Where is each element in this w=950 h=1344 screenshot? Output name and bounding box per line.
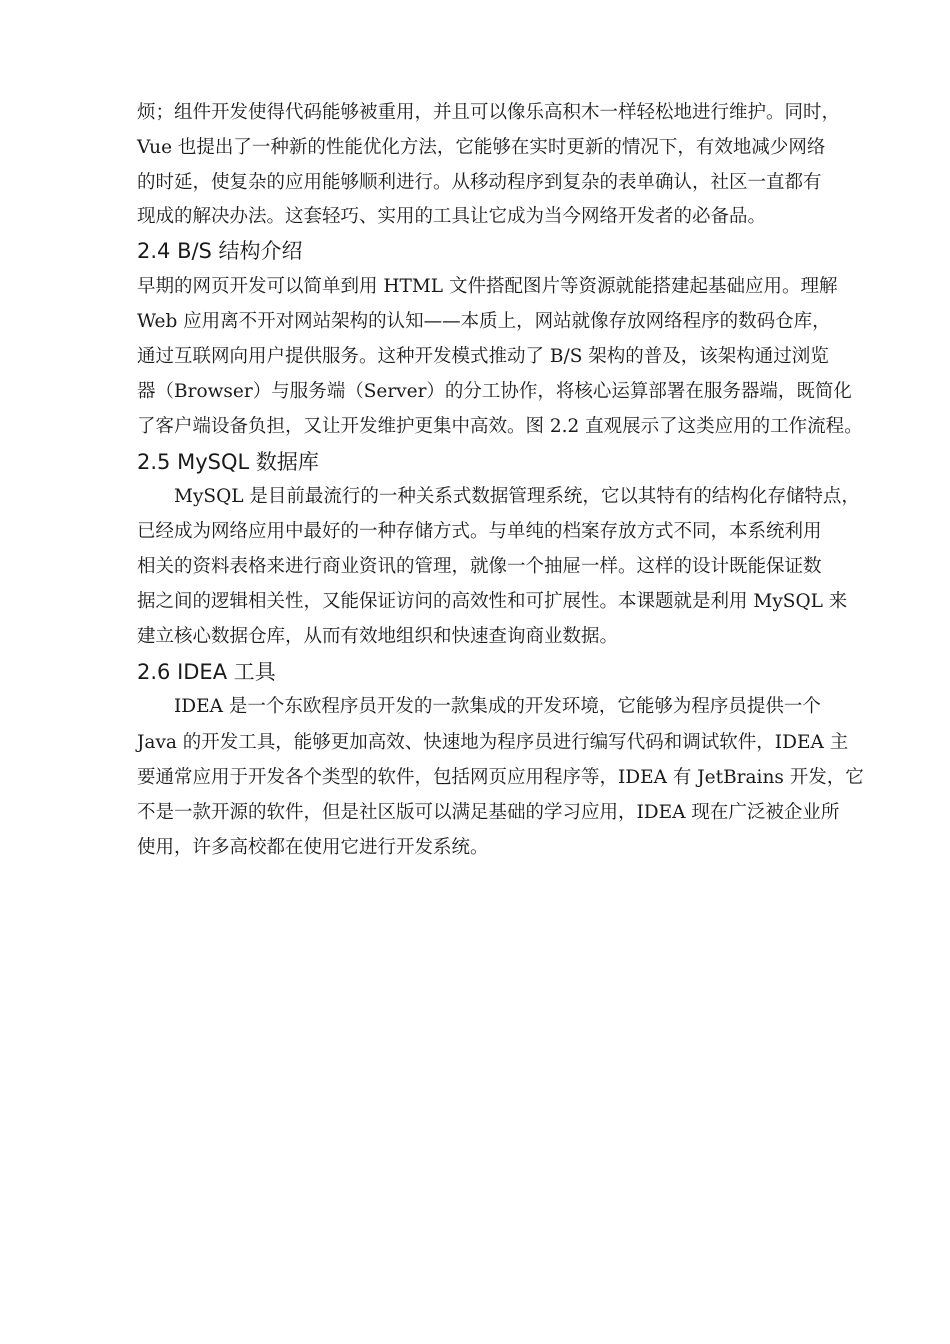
section-heading-2-6: 2.6 IDEA 工具 bbox=[137, 660, 276, 684]
paragraph-line: Vue 也提出了一种新的性能优化方法，它能够在实时更新的情况下，有效地减少网络 bbox=[137, 137, 826, 158]
paragraph-line: 据之间的逻辑相关性，又能保证访问的高效性和可扩展性。本课题就是利用 MySQL 来 bbox=[137, 591, 848, 612]
paragraph-line: 的时延，使复杂的应用能够顺利进行。从移动程序到复杂的表单确认，社区一直都有 bbox=[137, 172, 822, 193]
paragraph-line: 现成的解决办法。这套轻巧、实用的工具让它成为当今网络开发者的必备品。 bbox=[137, 206, 767, 227]
paragraph-line: 使用，许多高校都在使用它进行开发系统。 bbox=[137, 837, 489, 858]
paragraph-line: 相关的资料表格来进行商业资讯的管理，就像一个抽屉一样。这样的设计既能保证数 bbox=[137, 556, 822, 577]
paragraph-line: 器（Browser）与服务端（Server）的分工协作，将核心运算部署在服务器端，既简化 bbox=[137, 381, 852, 402]
paragraph-line: 通过互联网向用户提供服务。这种开发模式推动了 B/S 架构的普及，该架构通过浏览 bbox=[137, 346, 829, 367]
paragraph-line: 不是一款开源的软件，但是社区版可以满足基础的学习应用，IDEA 现在广泛被企业所 bbox=[137, 802, 840, 823]
section-heading-2-5: 2.5 MySQL 数据库 bbox=[137, 450, 319, 474]
paragraph-line: 已经成为网络应用中最好的一种存储方式。与单纯的档案存放方式不同，本系统利用 bbox=[137, 521, 822, 542]
paragraph-line: Java 的开发工具，能够更加高效、快速地为程序员进行编写代码和调试软件，IDEA 主 bbox=[137, 732, 849, 753]
paragraph-line: MySQL 是目前最流行的一种关系式数据管理系统，它以其特有的结构化存储特点， bbox=[174, 486, 860, 507]
paragraph-line: 要通常应用于开发各个类型的软件，包括网页应用程序等，IDEA 有 JetBrains 开发，它 bbox=[137, 767, 864, 788]
paragraph-line: 烦；组件开发使得代码能够被重用，并且可以像乐高积木一样轻松地进行维护。同时， bbox=[137, 102, 841, 123]
paragraph-line: 早期的网页开发可以简单到用 HTML 文件搭配图片等资源就能搭建起基础应用。理解 bbox=[137, 276, 838, 297]
paragraph-line: Web 应用离不开对网站架构的认知——本质上，网站就像存放网络程序的数码仓库， bbox=[137, 311, 831, 332]
paragraph-line: IDEA 是一个东欧程序员开发的一款集成的开发环境，它能够为程序员提供一个 bbox=[174, 696, 821, 717]
section-heading-2-4: 2.4 B/S 结构介绍 bbox=[137, 239, 303, 263]
paragraph-line: 建立核心数据仓库，从而有效地组织和快速查询商业数据。 bbox=[137, 626, 619, 647]
paragraph-line: 了客户端设备负担，又让开发维护更集中高效。图 2.2 直观展示了这类应用的工作流程。 bbox=[137, 416, 863, 437]
